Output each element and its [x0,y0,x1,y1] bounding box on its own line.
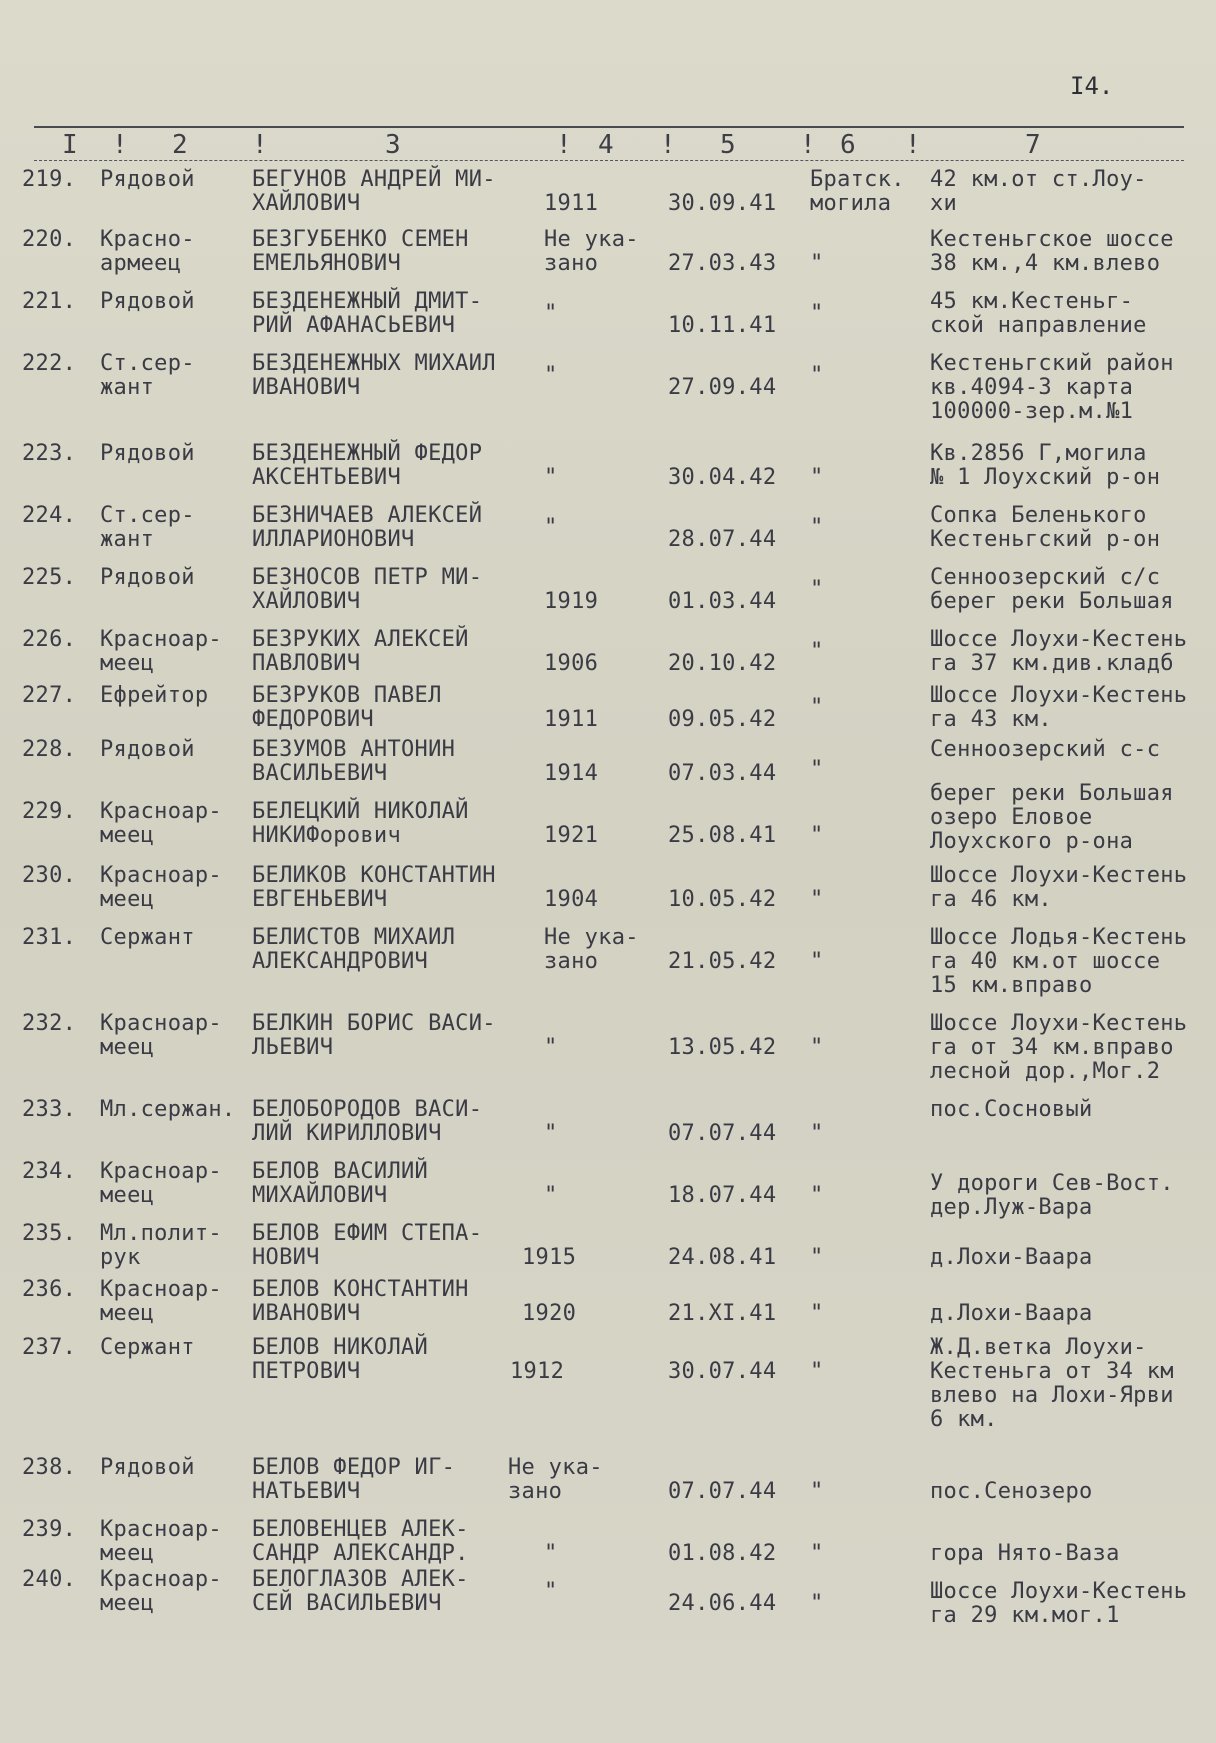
full-name: БЕЛОВ ФЕДОР ИГ- НАТЬЕВИЧ [252,1455,456,1504]
table-row [0,228,1216,290]
death-date: 10.11.41 [668,313,777,338]
military-rank: Красноар- меец [100,863,222,912]
birth-year: " [544,1579,558,1604]
death-date: 18.07.44 [668,1183,777,1208]
military-rank: Сержант [100,925,195,950]
table-row [0,442,1216,504]
burial-type: " [810,1245,824,1270]
burial-type: " [810,949,824,974]
birth-year: 1914 [544,761,599,786]
military-rank: Мл.сержан. [100,1097,236,1122]
row-number: 220. [22,227,77,252]
row-number: 235. [22,1221,77,1246]
birth-year: 1915 [522,1245,577,1270]
row-number: 226. [22,627,77,652]
table-row [0,1222,1216,1278]
row-number: 233. [22,1097,77,1122]
table-row [0,628,1216,684]
burial-record-table [0,168,1216,1630]
military-rank: Красноар- меец [100,1277,222,1326]
row-number: 229. [22,799,77,824]
burial-type: Братск. могила [810,167,905,216]
table-row [0,168,1216,228]
birth-year: 1911 [544,707,599,732]
full-name: БЕЛОБОРОДОВ ВАСИ- ЛИЙ КИРИЛЛОВИЧ [252,1097,483,1146]
table-row [0,504,1216,566]
row-number: 240. [22,1567,77,1592]
burial-place: Шоссе Лодья-Кестень га 40 км.от шоссе 15 км.вправо [930,925,1188,998]
full-name: БЕЛОВ ЕФИМ СТЕПА- НОВИЧ [252,1221,483,1270]
death-date: 30.04.42 [668,465,777,490]
row-number: 221. [22,289,77,314]
burial-place: Шоссе Лоухи-Кестень га от 34 км.вправо лесной дор.,Мог.2 [930,1011,1188,1084]
row-number: 224. [22,503,77,528]
military-rank: Рядовой [100,565,195,590]
death-date: 27.03.43 [668,251,777,276]
burial-type: " [810,515,824,540]
column-header-mark: 4 [598,130,614,160]
column-header-mark: 5 [720,130,736,160]
birth-year: " [544,465,558,490]
row-number: 239. [22,1517,77,1542]
burial-type: " [810,1479,824,1504]
full-name: БЕЗДЕНЕЖНЫЙ ДМИТ- РИЙ АФАНАСЬЕВИЧ [252,289,483,338]
burial-place: пос.Сенозеро [930,1479,1093,1504]
table-row [0,1518,1216,1568]
column-header-mark: ! [660,130,676,160]
burial-place: 42 км.от ст.Лоу- хи [930,167,1147,216]
death-date: 24.06.44 [668,1591,777,1616]
column-header-mark: 3 [385,130,401,160]
row-number: 238. [22,1455,77,1480]
military-rank: Красноар- меец [100,627,222,676]
full-name: БЕЛЕЦКИЙ НИКОЛАЙ НИКИФорович [252,799,469,848]
full-name: БЕЛКИН БОРИС ВАСИ- ЛЬЕВИЧ [252,1011,496,1060]
burial-place: Шоссе Лоухи-Кестень га 46 км. [930,863,1188,912]
table-row [0,1012,1216,1098]
header-rule-top [34,126,1184,128]
burial-place: Кестеньгское шоссе 38 км.,4 км.влево [930,227,1174,276]
death-date: 01.08.42 [668,1541,777,1566]
burial-place: Шоссе Лоухи-Кестень га 37 км.див.кладб [930,627,1188,676]
military-rank: Рядовой [100,1455,195,1480]
column-header-mark: 6 [840,130,856,160]
full-name: БЕЗДЕНЕЖНЫЙ ФЕДОР АКСЕНТЬЕВИЧ [252,441,483,490]
burial-place: берег реки Большая озеро Еловое Лоухского р-она [930,781,1174,854]
full-name: БЕЛИСТОВ МИХАИЛ АЛЕКСАНДРОВИЧ [252,925,456,974]
burial-type: " [810,695,824,720]
burial-type: " [810,1541,824,1566]
death-date: 09.05.42 [668,707,777,732]
military-rank: Ст.сер- жант [100,503,195,552]
table-row [0,1336,1216,1456]
death-date: 24.08.41 [668,1245,777,1270]
column-header-mark: ! [556,130,572,160]
column-header-mark: 7 [1025,130,1041,160]
full-name: БЕЗНОСОВ ПЕТР МИ- ХАЙЛОВИЧ [252,565,483,614]
death-date: 30.07.44 [668,1359,777,1384]
full-name: БЕЗРУКОВ ПАВЕЛ ФЕДОРОВИЧ [252,683,442,732]
birth-year: 1919 [544,589,599,614]
burial-type: " [810,301,824,326]
burial-type: " [810,1183,824,1208]
burial-type: " [810,1121,824,1146]
military-rank: Красноар- меец [100,1567,222,1616]
burial-type: " [810,465,824,490]
birth-year: 1920 [522,1301,577,1326]
header-rule-bottom [34,160,1184,161]
burial-place: д.Лохи-Ваара [930,1301,1093,1326]
burial-place: Сопка Беленького Кестеньгский р-он [930,503,1161,552]
military-rank: Сержант [100,1335,195,1360]
row-number: 223. [22,441,77,466]
birth-year: " [544,1121,558,1146]
row-number: 227. [22,683,77,708]
row-number: 231. [22,925,77,950]
birth-year: 1906 [544,651,599,676]
military-rank: Рядовой [100,441,195,466]
military-rank: Мл.полит- рук [100,1221,222,1270]
death-date: 28.07.44 [668,527,777,552]
burial-place: У дороги Сев-Вост. дер.Луж-Вара [930,1171,1174,1220]
military-rank: Рядовой [100,737,195,762]
birth-year: " [544,1183,558,1208]
table-row [0,352,1216,442]
burial-type: " [810,1359,824,1384]
row-number: 228. [22,737,77,762]
burial-type: " [810,251,824,276]
death-date: 10.05.42 [668,887,777,912]
birth-year: 1921 [544,823,599,848]
birth-year: " [544,301,558,326]
column-header-mark: ! [905,130,921,160]
table-row [0,1456,1216,1518]
table-row [0,864,1216,926]
burial-place: пос.Сосновый [930,1097,1093,1122]
full-name: БЕЛОВ ВАСИЛИЙ МИХАЙЛОВИЧ [252,1159,429,1208]
row-number: 234. [22,1159,77,1184]
full-name: БЕЗДЕНЕЖНЫХ МИХАИЛ ИВАНОВИЧ [252,351,496,400]
column-header-mark: I [62,130,78,160]
full-name: БЕГУНОВ АНДРЕЙ МИ- ХАЙЛОВИЧ [252,167,496,216]
column-header-mark: ! [112,130,128,160]
table-row [0,1568,1216,1630]
row-number: 230. [22,863,77,888]
table-row [0,1278,1216,1336]
death-date: 01.03.44 [668,589,777,614]
death-date: 30.09.41 [668,191,777,216]
death-date: 07.07.44 [668,1121,777,1146]
table-row [0,290,1216,352]
full-name: БЕЗНИЧАЕВ АЛЕКСЕЙ ИЛЛАРИОНОВИЧ [252,503,483,552]
full-name: БЕЗРУКИХ АЛЕКСЕЙ ПАВЛОВИЧ [252,627,469,676]
table-row [0,684,1216,738]
burial-type: " [810,887,824,912]
military-rank: Красно- армеец [100,227,195,276]
row-number: 236. [22,1277,77,1302]
row-number: 225. [22,565,77,590]
military-rank: Рядовой [100,289,195,314]
full-name: БЕЛИКОВ КОНСТАНТИН ЕВГЕНЬЕВИЧ [252,863,496,912]
death-date: 21.XI.41 [668,1301,777,1326]
burial-place: Шоссе Лоухи-Кестень га 43 км. [930,683,1188,732]
military-rank: Красноар- меец [100,799,222,848]
death-date: 20.10.42 [668,651,777,676]
military-rank: Красноар- меец [100,1011,222,1060]
birth-year: " [544,1541,558,1566]
table-row [0,1098,1216,1160]
column-header-mark: ! [252,130,268,160]
birth-year: Не ука- зано [544,925,639,974]
burial-type: " [810,1301,824,1326]
birth-year: Не ука- зано [508,1455,603,1504]
column-header-mark: ! [800,130,816,160]
full-name: БЕЛОГЛАЗОВ АЛЕК- СЕЙ ВАСИЛЬЕВИЧ [252,1567,469,1616]
death-date: 27.09.44 [668,375,777,400]
burial-place: гора Нято-Ваза [930,1541,1120,1566]
table-row [0,781,1216,864]
birth-year: " [544,515,558,540]
birth-year: " [544,363,558,388]
burial-place: Шоссе Лоухи-Кестень га 29 км.мог.1 [930,1579,1188,1628]
military-rank: Ефрейтор [100,683,209,708]
burial-place: 45 км.Кестеньг- ской направление [930,289,1147,338]
military-rank: Рядовой [100,167,195,192]
birth-year: 1911 [544,191,599,216]
birth-year: Не ука- зано [544,227,639,276]
table-row [0,926,1216,1012]
death-date: 25.08.41 [668,823,777,848]
military-rank: Красноар- меец [100,1159,222,1208]
military-rank: Красноар- меец [100,1517,222,1566]
full-name: БЕЗГУБЕНКО СЕМЕН ЕМЕЛЬЯНОВИЧ [252,227,469,276]
row-number: 222. [22,351,77,376]
burial-type: " [810,577,824,602]
birth-year: 1904 [544,887,599,912]
birth-year: 1912 [510,1359,565,1384]
burial-type: " [810,1591,824,1616]
burial-type: " [810,363,824,388]
burial-place: Сенноозерский с-с [930,737,1161,762]
burial-type: " [810,639,824,664]
burial-place: Кв.2856 Г,могила № 1 Лоухский р-он [930,441,1161,490]
table-row [0,566,1216,628]
page-number: I4. [1070,72,1114,100]
burial-type: " [810,1035,824,1060]
death-date: 07.07.44 [668,1479,777,1504]
burial-place: Кестеньгский район кв.4094-3 карта 100000-зер.м.№1 [930,351,1174,424]
row-number: 237. [22,1335,77,1360]
row-number: 219. [22,167,77,192]
burial-type: " [810,823,824,848]
row-number: 232. [22,1011,77,1036]
burial-place: д.Лохи-Ваара [930,1245,1093,1270]
full-name: БЕЛОВ КОНСТАНТИН ИВАНОВИЧ [252,1277,469,1326]
burial-type: " [810,757,824,782]
burial-place: Сенноозерский с/с берег реки Большая [930,565,1174,614]
burial-place: Ж.Д.ветка Лоухи- Кестеньга от 34 км влево на Лохи-Ярви 6 км. [930,1335,1174,1432]
death-date: 07.03.44 [668,761,777,786]
full-name: БЕЛОВЕНЦЕВ АЛЕК- САНДР АЛЕКСАНДР. [252,1517,469,1566]
death-date: 13.05.42 [668,1035,777,1060]
column-header-mark: 2 [172,130,188,160]
table-row [0,1160,1216,1222]
military-rank: Ст.сер- жант [100,351,195,400]
death-date: 21.05.42 [668,949,777,974]
birth-year: " [544,1035,558,1060]
full-name: БЕЗУМОВ АНТОНИН ВАСИЛЬЕВИЧ [252,737,456,786]
full-name: БЕЛОВ НИКОЛАЙ ПЕТРОВИЧ [252,1335,429,1384]
